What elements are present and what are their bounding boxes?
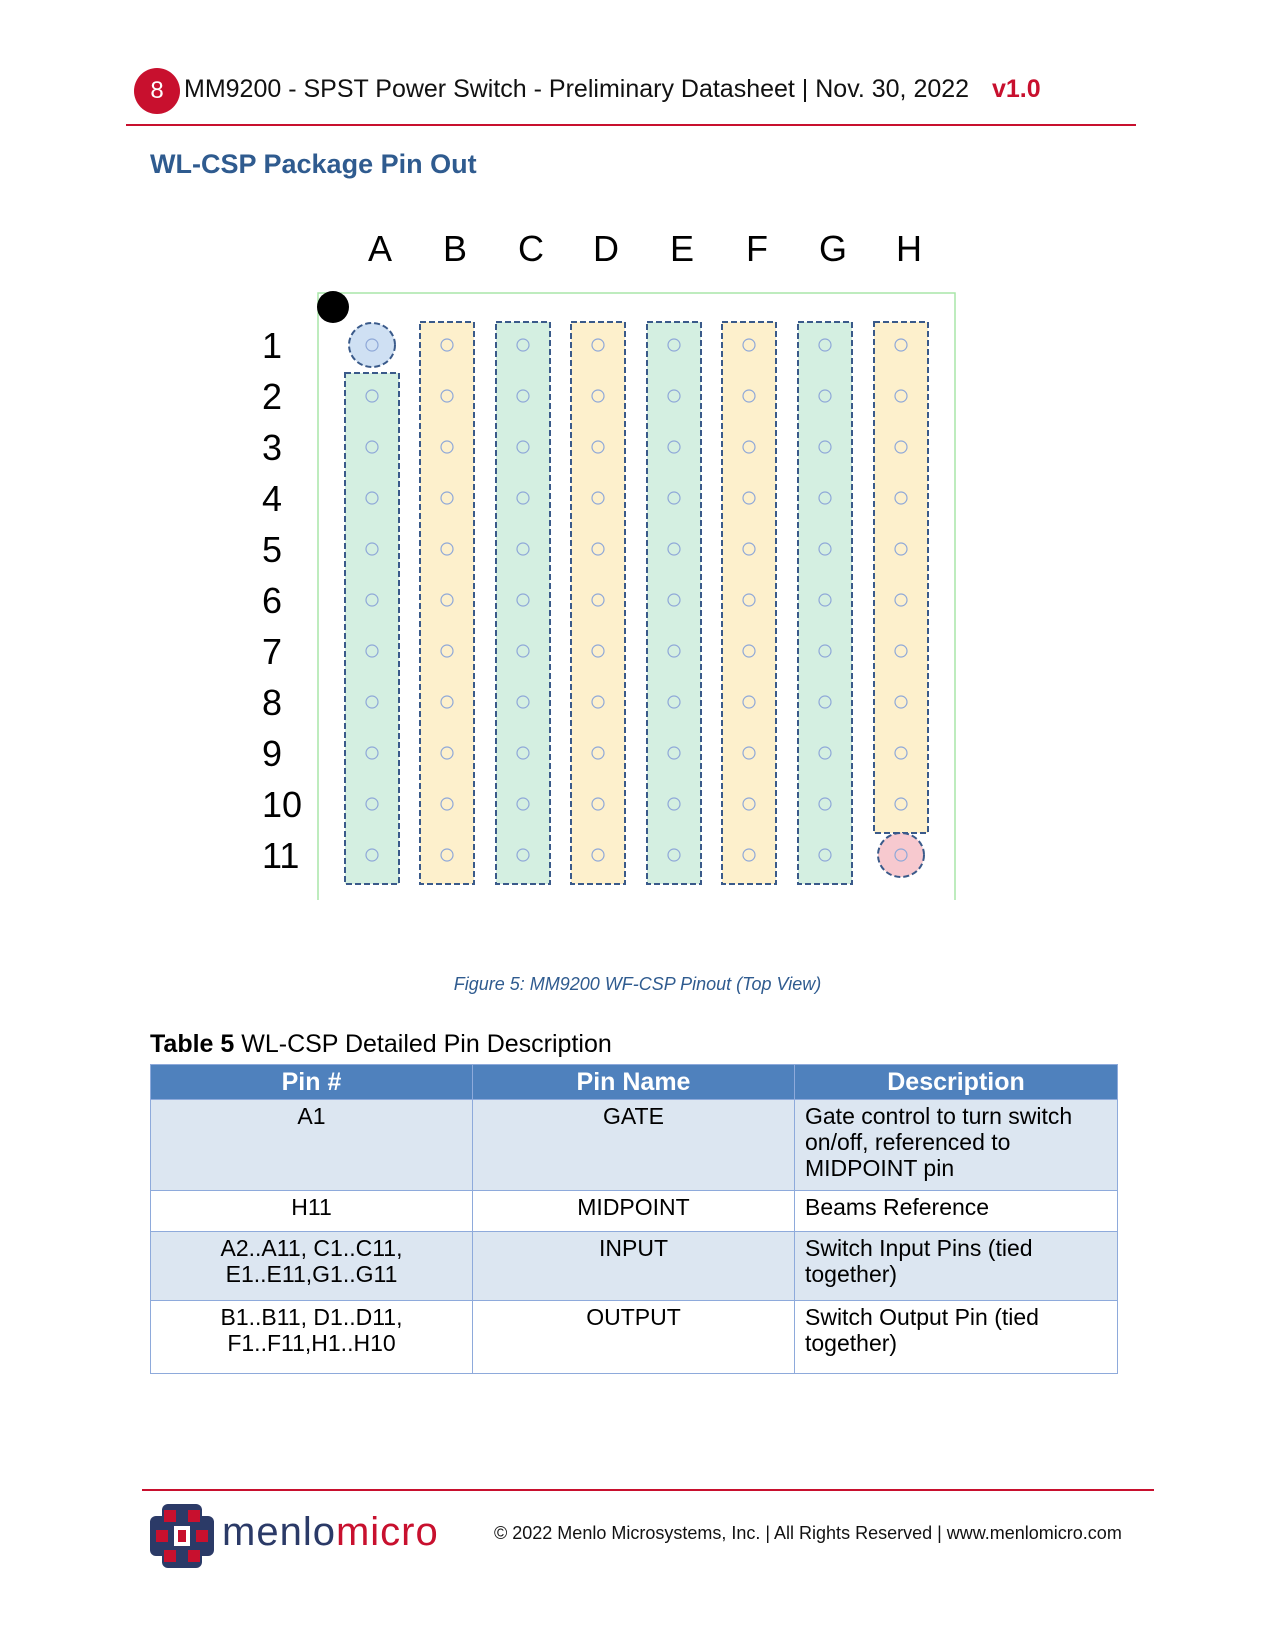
pin1-marker bbox=[317, 291, 349, 323]
table-number: Table 5 bbox=[150, 1030, 235, 1058]
footer-divider bbox=[142, 1489, 1154, 1491]
row-label-9: 9 bbox=[262, 733, 283, 774]
pin-group-h bbox=[874, 322, 928, 833]
row-label-10: 10 bbox=[262, 784, 303, 825]
table-row bbox=[151, 1191, 1118, 1232]
document-title: MM9200 - SPST Power Switch - Preliminary Datasheet | Nov. 30, 2022 bbox=[184, 75, 970, 103]
table-row bbox=[151, 1232, 1118, 1301]
row-label-7: 7 bbox=[262, 631, 283, 672]
column-label-g: G bbox=[818, 228, 848, 269]
row-label-6: 6 bbox=[262, 580, 283, 621]
row-label-11: 11 bbox=[262, 835, 300, 876]
pin-group-c bbox=[496, 322, 550, 884]
column-label-c: C bbox=[518, 228, 544, 269]
document-version: v1.0 bbox=[992, 75, 1041, 103]
header-pin-name: Pin Name bbox=[473, 1065, 795, 1100]
midpoint-pad-h11 bbox=[878, 833, 924, 877]
name-cell: MIDPOINT bbox=[473, 1191, 795, 1232]
name-cell: INPUT bbox=[473, 1232, 795, 1301]
row-label-4: 4 bbox=[262, 478, 283, 519]
column-label-h: H bbox=[896, 228, 922, 269]
row-label-5: 5 bbox=[262, 529, 283, 570]
pin-cell: A1 bbox=[151, 1100, 473, 1191]
pin-group-d bbox=[571, 322, 625, 884]
header-description: Description bbox=[795, 1065, 1118, 1100]
table-caption: WL-CSP Detailed Pin Description bbox=[234, 1030, 612, 1058]
pin-cell: B1..B11, D1..D11, F1..F11,H1..H10 bbox=[151, 1301, 473, 1374]
column-label-d: D bbox=[593, 228, 619, 269]
description-cell: Beams Reference bbox=[795, 1191, 1118, 1232]
section-title: WL-CSP Package Pin Out bbox=[150, 149, 477, 179]
table-row bbox=[151, 1100, 1118, 1191]
pin-group-e bbox=[647, 322, 701, 884]
row-label-3: 3 bbox=[262, 427, 283, 468]
pinout-svg bbox=[250, 225, 1010, 950]
table-header-row bbox=[151, 1065, 1118, 1100]
table-title bbox=[150, 1030, 612, 1059]
pinout-diagram bbox=[250, 225, 1010, 950]
company-logo bbox=[150, 1502, 450, 1568]
column-label-a: A bbox=[367, 228, 393, 269]
pin-group-g bbox=[798, 322, 852, 884]
pin-cell: A2..A11, C1..C11, E1..E11,G1..G11 bbox=[151, 1232, 473, 1301]
row-label-1: 1 bbox=[262, 325, 283, 366]
logo-icon bbox=[150, 1504, 214, 1568]
description-cell: Switch Output Pin (tied together) bbox=[795, 1301, 1118, 1374]
pin-group-a bbox=[345, 373, 399, 884]
logo-wordmark bbox=[222, 1510, 439, 1555]
logo-menlo: menlo bbox=[222, 1510, 336, 1554]
pin-group-b bbox=[420, 322, 474, 884]
gate-pad-a1 bbox=[349, 323, 395, 367]
description-cell: Gate control to turn switch on/off, referenced to MIDPOINT pin bbox=[795, 1100, 1118, 1191]
package-outline bbox=[318, 293, 955, 900]
description-cell: Switch Input Pins (tied together) bbox=[795, 1232, 1118, 1301]
column-label-e: E bbox=[669, 228, 695, 269]
row-label-8: 8 bbox=[262, 682, 283, 723]
copyright-notice: © 2022 Menlo Microsystems, Inc. | All Rights Reserved | www.menlomicro.com bbox=[494, 1523, 1122, 1543]
pin-group-f bbox=[722, 322, 776, 884]
header-divider bbox=[126, 124, 1136, 126]
header-pin-number: Pin # bbox=[151, 1065, 473, 1100]
name-cell: OUTPUT bbox=[473, 1301, 795, 1374]
pin-cell: H11 bbox=[151, 1191, 473, 1232]
name-cell: GATE bbox=[473, 1100, 795, 1191]
figure-caption: Figure 5: MM9200 WF-CSP Pinout (Top View) bbox=[453, 974, 822, 994]
pin-description-table bbox=[150, 1064, 1118, 1374]
page-header bbox=[126, 66, 1136, 126]
column-label-f: F bbox=[746, 228, 768, 269]
table-row bbox=[151, 1301, 1118, 1374]
column-label-b: B bbox=[442, 228, 468, 269]
logo-micro: micro bbox=[335, 1510, 439, 1554]
row-label-2: 2 bbox=[262, 376, 283, 417]
page-number-badge: 8 bbox=[134, 68, 180, 114]
